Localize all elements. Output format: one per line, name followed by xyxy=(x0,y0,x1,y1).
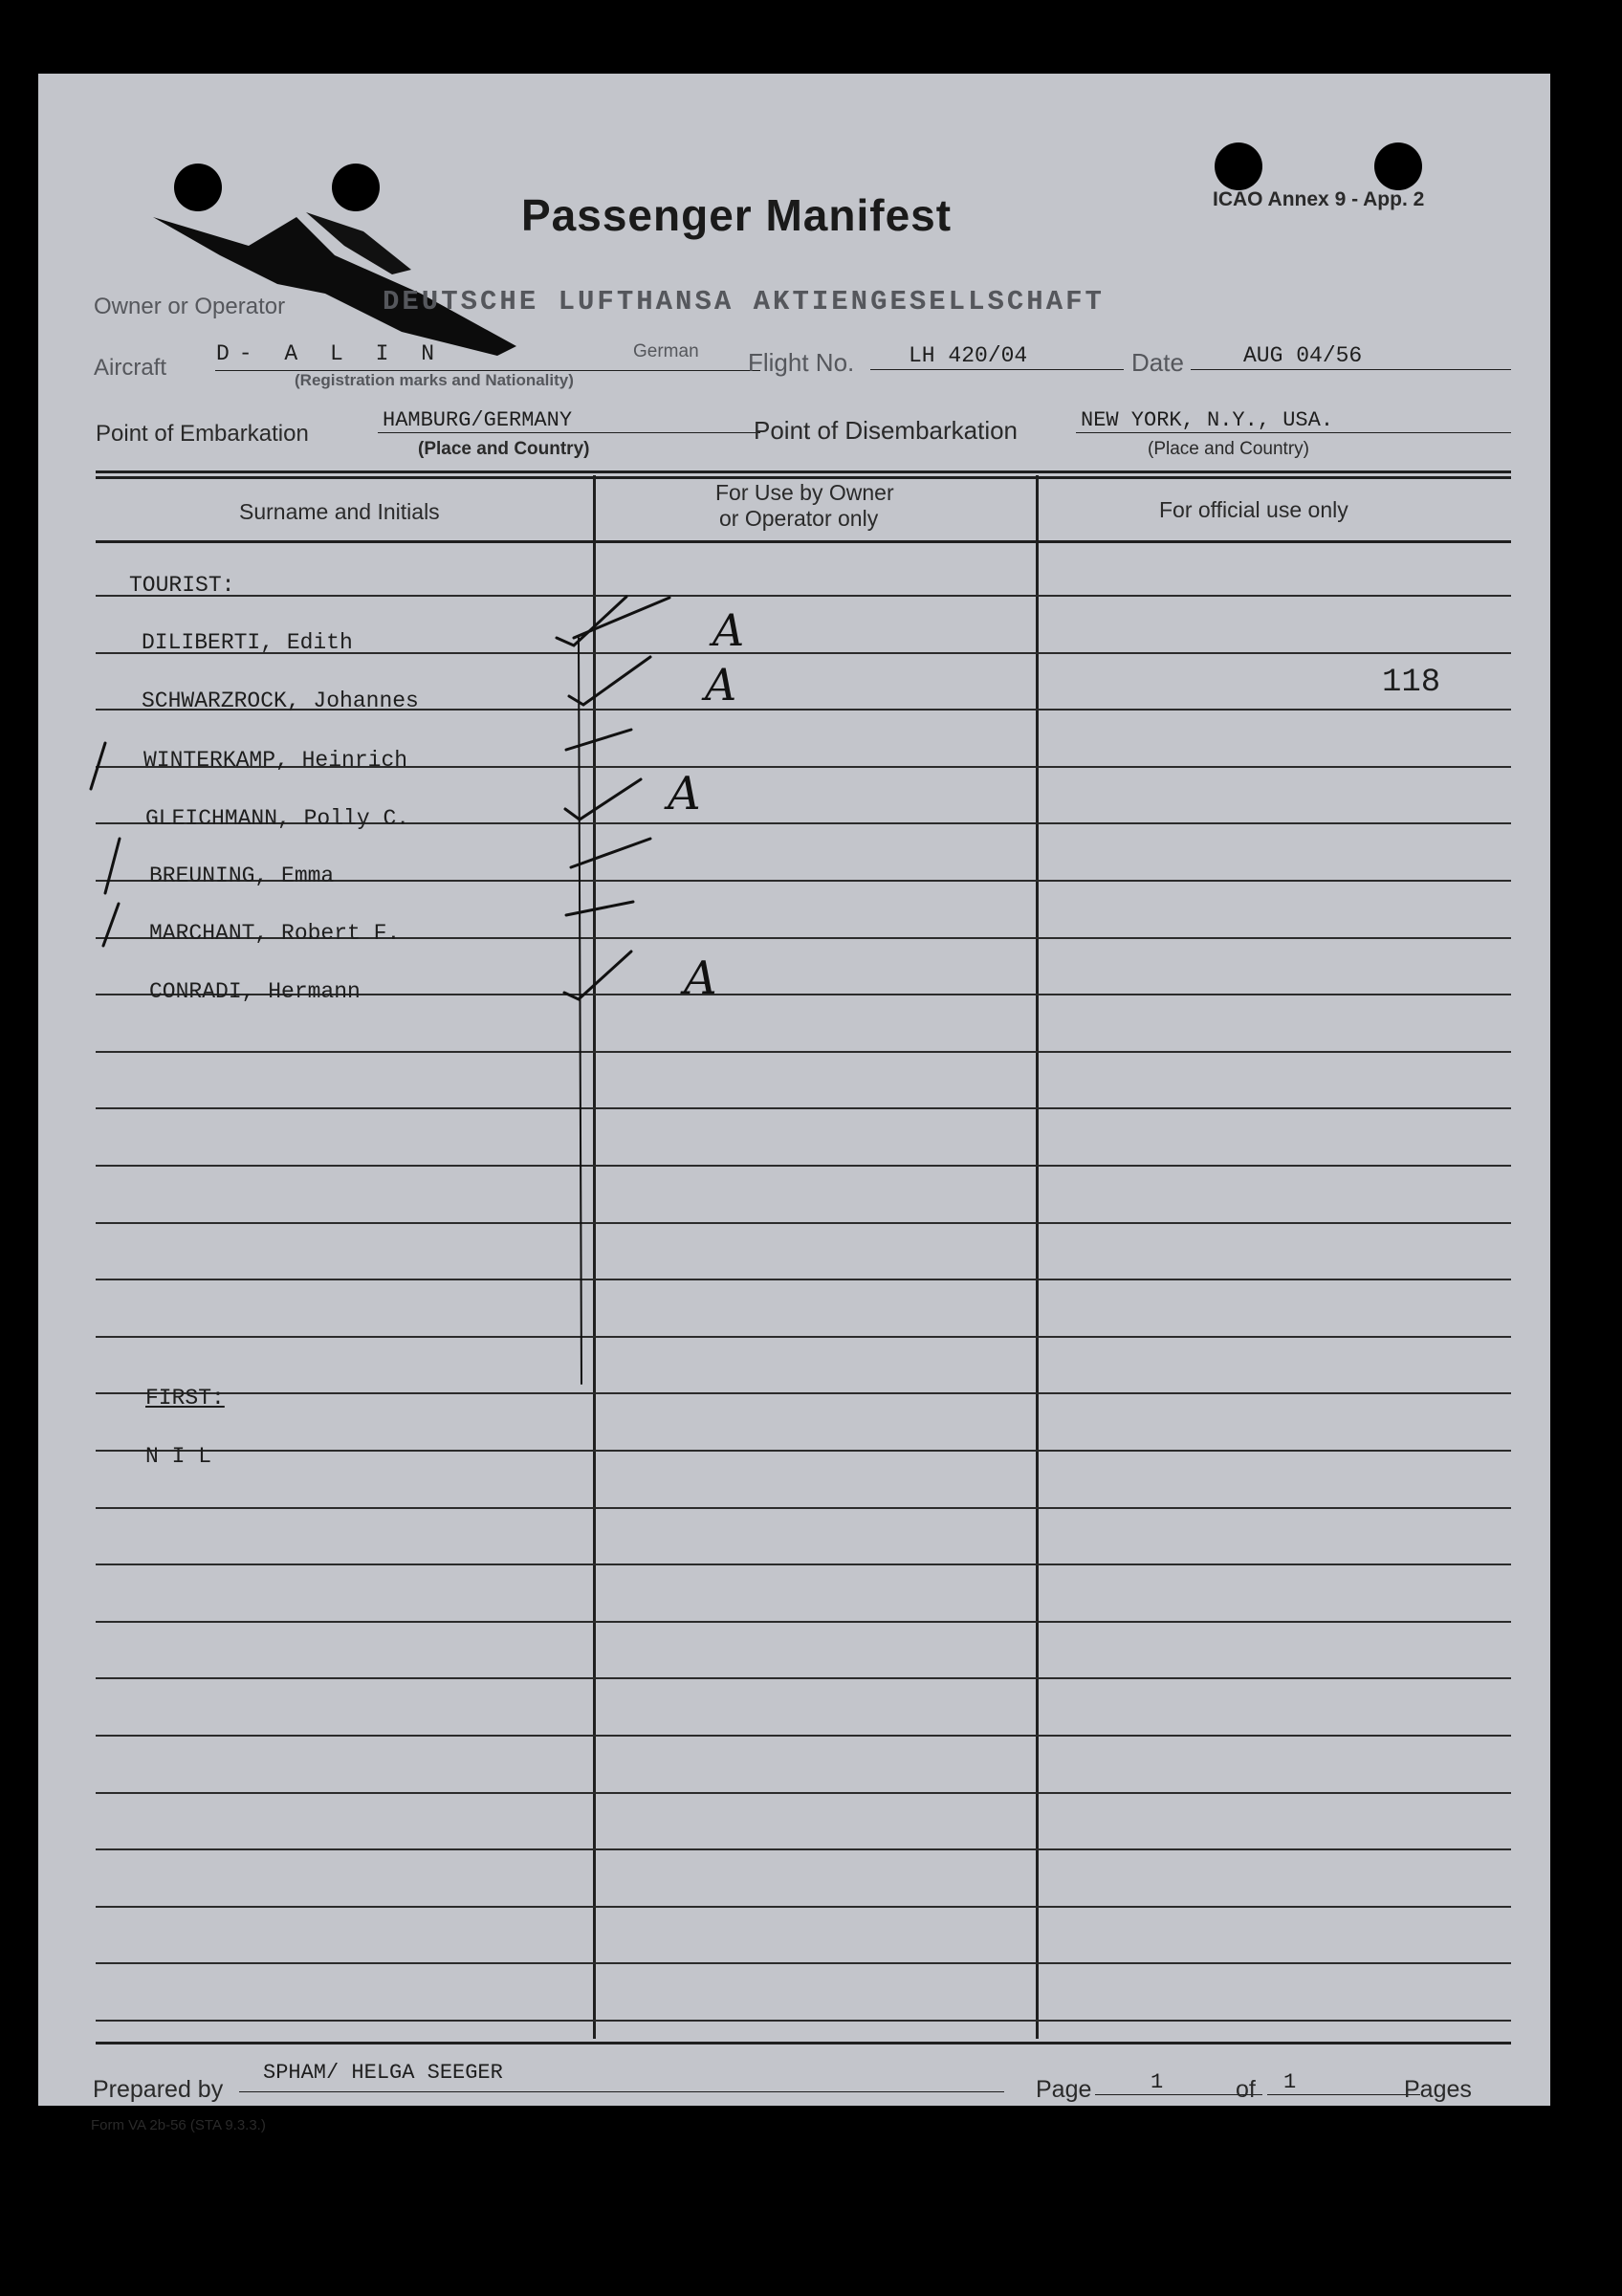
ruled-row-line xyxy=(96,1392,1511,1394)
ruled-row-line xyxy=(96,1677,1511,1679)
date-label: Date xyxy=(1131,348,1184,377)
column-header-official: For official use only xyxy=(1159,497,1348,522)
disembarkation-value: NEW YORK, N.Y., USA. xyxy=(1081,408,1334,432)
page-number: 1 xyxy=(1151,2070,1164,2094)
aircraft-nationality: German xyxy=(633,341,699,361)
ruled-row-line xyxy=(96,2020,1511,2022)
ruled-row-line xyxy=(96,1507,1511,1509)
owner-label: Owner or Operator xyxy=(94,294,286,319)
passenger-name: GLEICHMANN, Polly C. xyxy=(145,806,410,831)
flight-value: LH 420/04 xyxy=(909,343,1028,368)
owner-mark: A xyxy=(705,659,737,711)
column-header-surname: Surname and Initials xyxy=(239,499,440,524)
prepared-by-value: SPHAM/ HELGA SEEGER xyxy=(263,2061,503,2085)
ruled-row-line xyxy=(96,1336,1511,1338)
flight-label: Flight No. xyxy=(748,348,855,377)
ruled-row-line xyxy=(96,1222,1511,1224)
passenger-name: CONRADI, Hermann xyxy=(149,979,361,1004)
passenger-name: MARCHANT, Robert F. xyxy=(149,921,401,946)
disembarkation-label: Point of Disembarkation xyxy=(754,416,1019,445)
passenger-name: WINTERKAMP, Heinrich xyxy=(143,748,408,773)
page-total: 1 xyxy=(1283,2070,1297,2094)
owner-mark: A xyxy=(684,951,717,1005)
aircraft-label: Aircraft xyxy=(94,355,167,381)
ruled-row-line xyxy=(96,1792,1511,1794)
passenger-name: BREUNING, Emma xyxy=(149,864,335,888)
prepared-by-label: Prepared by xyxy=(93,2076,224,2103)
owner-value: DEUTSCHE LUFTHANSA AKTIENGESELLSCHAFT xyxy=(383,286,1105,317)
passenger-name: DILIBERTI, Edith xyxy=(142,630,353,655)
embarkation-caption: (Place and Country) xyxy=(418,439,590,459)
section-tourist: TOURIST: xyxy=(129,573,235,598)
ruled-row-line xyxy=(96,1848,1511,1850)
disembarkation-caption: (Place and Country) xyxy=(1148,439,1309,459)
pages-label: Pages xyxy=(1404,2076,1472,2103)
section-first: FIRST: xyxy=(145,1386,225,1410)
of-label: of xyxy=(1236,2076,1256,2103)
page-label: Page xyxy=(1036,2076,1092,2103)
page-title: Passenger Manifest xyxy=(521,190,953,240)
manifest-sheet xyxy=(38,74,1550,2133)
ruled-row-line xyxy=(96,1165,1511,1167)
embarkation-label: Point of Embarkation xyxy=(96,421,309,447)
ruled-row-line xyxy=(96,1621,1511,1623)
owner-mark: A xyxy=(712,604,745,656)
ruled-row-line xyxy=(96,1906,1511,1908)
official-use-number: 118 xyxy=(1382,665,1441,701)
aircraft-caption: (Registration marks and Nationality) xyxy=(295,371,574,389)
ruled-row-line xyxy=(96,1962,1511,1964)
column-header-owner-line1: For Use by Owner xyxy=(715,480,894,505)
owner-mark: A xyxy=(668,767,701,820)
column-header-owner-line2: or Operator only xyxy=(719,506,879,531)
embarkation-value: HAMBURG/GERMANY xyxy=(383,408,573,432)
aircraft-registration: D- A L I N xyxy=(216,341,445,366)
ruled-row-line xyxy=(96,1735,1511,1737)
table-bottom-rule xyxy=(96,2042,1511,2045)
ruled-row-line xyxy=(96,1450,1511,1452)
prepared-by-underline xyxy=(239,2091,1004,2092)
annex-reference: ICAO Annex 9 - App. 2 xyxy=(1213,188,1425,210)
checkmark-strokes xyxy=(38,74,1550,1126)
pages-underline xyxy=(1267,2094,1420,2095)
section-first-value: N I L xyxy=(145,1444,212,1469)
passenger-name: SCHWARZROCK, Johannes xyxy=(142,689,419,713)
date-value: AUG 04/56 xyxy=(1243,343,1363,368)
form-id: Form VA 2b-56 (STA 9.3.3.) xyxy=(91,2117,266,2133)
ruled-row-line xyxy=(96,1279,1511,1280)
ruled-row-line xyxy=(96,1563,1511,1565)
